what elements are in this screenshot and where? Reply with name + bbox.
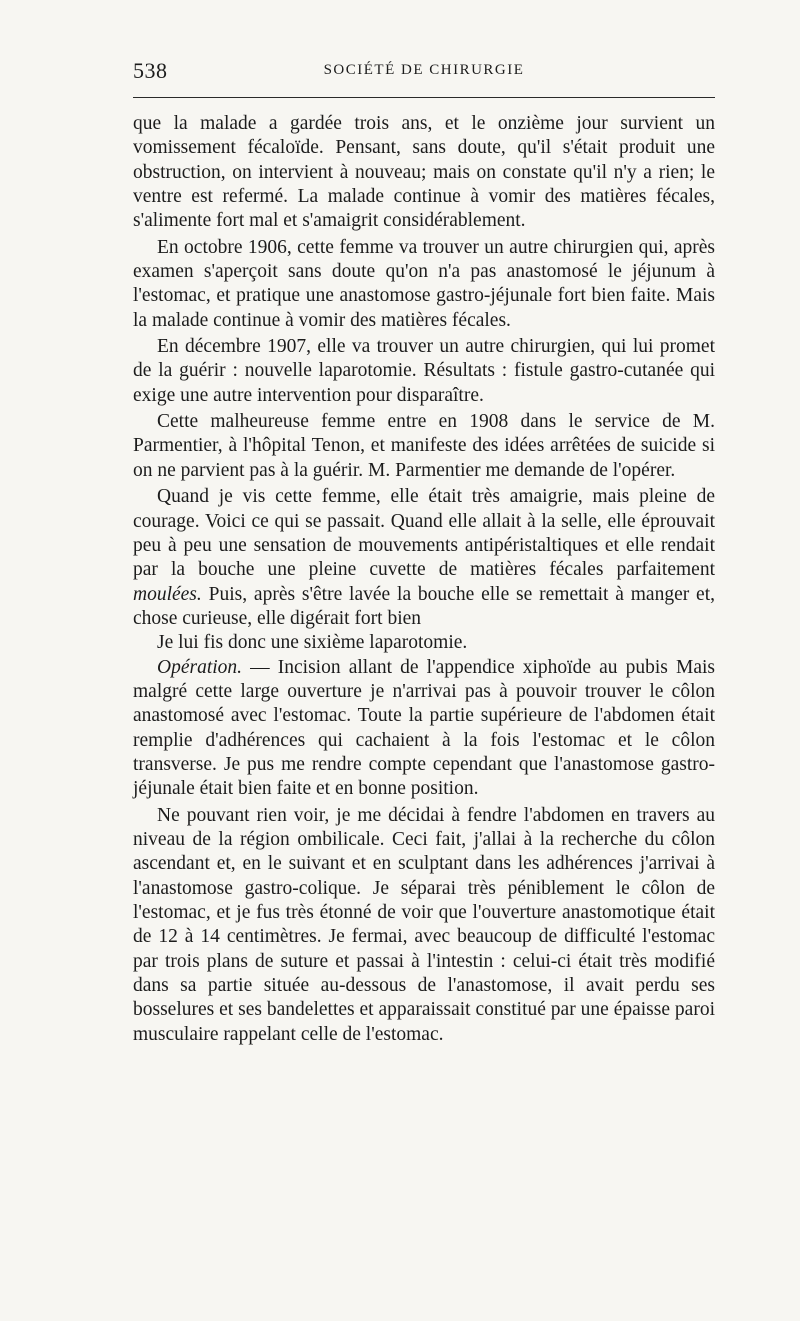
paragraph-4: Cette malheureuse femme entre en 1908 dans le service de M. Parmentier, à l'hôpital Tenon, et manifeste des idées arrêtées de suicide si on ne parvient pas à la guérir. M. Parmentier me demande de l'opérer. <box>133 411 715 481</box>
body-text <box>133 112 715 1047</box>
header-rule <box>133 97 715 98</box>
running-head: SOCIÉTÉ DE CHIRURGIE <box>323 62 525 78</box>
paragraph-7 <box>133 656 715 802</box>
paragraph-3: En décembre 1907, elle va trouver un autre chirurgien, qui lui promet de la guérir : nouvelle laparotomie. Résultats : fistule gastro-cutanée qui exige une autre intervention pour disparaître. <box>133 336 715 406</box>
paragraph-2: En octobre 1906, cette femme va trouver un autre chirurgien qui, après examen s'aperçoit sans doute qu'on n'a pas anastomosé le jéjunum à l'estomac, et pratique une anastomose gastro-jéjunale fort bien faite. Mais la malade continue à vomir des matières fécales. <box>133 236 715 331</box>
paragraph-5-text-a: Quand je vis cette femme, elle était très amaigrie, mais pleine de courage. Voici ce qui se passait. Quand elle allait à la selle, elle éprouvait peu à peu une sensation de mouvements antipéristaltiques et elle rendait par la bouche une pleine cuvette de matières fécales parfaitement <box>133 486 715 581</box>
paragraph-5-italic: moulées. <box>133 583 202 605</box>
paragraph-7-italic: Opération. <box>157 656 243 678</box>
paragraph-5 <box>133 485 715 631</box>
paragraph-6: Je lui fis donc une sixième laparotomie. <box>157 632 468 654</box>
page-header <box>133 58 715 88</box>
page-number: 538 <box>133 58 168 83</box>
paragraph-5-text-b: Puis, après s'être lavée la bouche elle se remettait à manger et, chose curieuse, elle digérait fort bien <box>133 583 715 629</box>
paragraph-1: que la malade a gardée trois ans, et le onzième jour survient un vomissement fécaloïde. Pensant, sans doute, qu'il s'était produit une obstruction, on intervient à nouveau; mais on constate qu'il n'y a rien; le ventre est refermé. La malade continue à vomir des matières fécales, s'alimente fort mal et s'amaigrit considérablement. <box>133 113 715 232</box>
paragraph-8: Ne pouvant rien voir, je me décidai à fendre l'abdomen en travers au niveau de la région ombilicale. Ceci fait, j'allai à la recherche du côlon ascendant et, en le suivant et en sculptant dans les adhérences j'arrivai à l'anastomose gastro-colique. Je séparai très péniblement le côlon de l'estomac, et je fus très étonné de voir que l'ouverture anastomotique était de 12 à 14 centimètres. Je fermai, avec beaucoup de difficulté l'estomac par trois plans de suture et passai à l'intestin : celui-ci était très modifié dans sa partie située au-dessous de l'anastomose, il avait perdu ses bosselures et ses bandelettes et apparaissait constitué par une épaisse paroi musculaire rappelant celle de l'estomac. <box>133 804 715 1045</box>
paragraph-7-text: — Incision allant de l'appendice xiphoïde au pubis Mais malgré cette large ouverture je n'arrivai pas à pouvoir trouver le côlon anastomosé avec l'estomac. Toute la partie supérieure de l'abdomen était remplie d'adhérences qui cachaient à la fois l'estomac et le côlon transverse. Je pus me rendre compte cependant que l'anastomose gastro-jéjunale était bien faite et en bonne position. <box>133 656 715 800</box>
